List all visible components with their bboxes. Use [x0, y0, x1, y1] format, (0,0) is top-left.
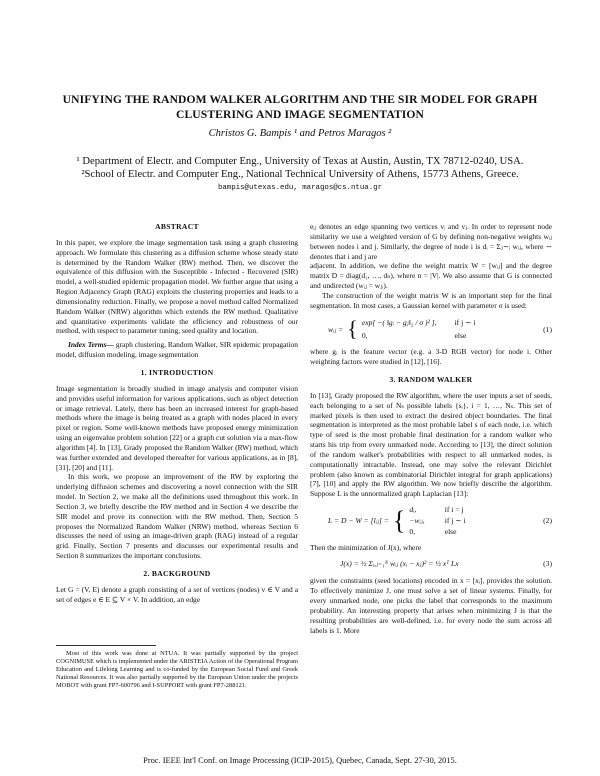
background-heading: 2. BACKGROUND: [143, 569, 211, 578]
index-terms: [56, 340, 298, 360]
equation-3-body: J(x) = ½ Σᵢ,ⱼ₌₁ᴺ wᵢⱼ (xᵢ − xⱼ)² = ½ xᵀ Lx: [340, 559, 459, 569]
equation-1-body: [310, 318, 475, 342]
equation-2: [310, 505, 552, 537]
equation-1-lhs: wᵢⱼ =: [328, 324, 344, 334]
right-paragraph-6: Then the minimization of J(x), where: [310, 542, 422, 552]
equation-2-number: (2): [543, 515, 552, 525]
index-terms-label: Index Terms—: [68, 340, 114, 350]
equation-2-brace: {: [392, 505, 406, 535]
equation-1-number: (1): [543, 324, 552, 334]
equation-2-case-3-cond: else: [444, 526, 457, 536]
title-line-1: UNIFYING THE RANDOM WALKER ALGORITHM AND THE SIR MODEL FOR GRAPH: [62, 93, 538, 106]
authors: Christos G. Bampis ¹ and Petros Maragos ²: [208, 128, 392, 139]
conference-footer: Proc. IEEE Int'l Conf. on Image Processing (ICIP-2015), Quebec, Canada, Sept. 27-30, 2015.: [143, 756, 457, 765]
equation-3: [310, 559, 552, 569]
right-paragraph-5: In [13], Grady proposed the RW algorithm, where the user inputs a set of seeds, each belonging to a set of Nₛ possible labels {sᵢ}, i = 1, …, Nₛ. This set of marked pixels is then used to extract the desired object boundaries. The final segmentation is interpreted as the most probable label s of each node, i.e. which type of seed is the most probable final destination for a random walker who starts his trip from every unmarked node. According to [13], the direct solution of the random walker's probabilities with respect to all unmarked nodes, is computationally intractable. Instead, one may solve the relevant Dirichlet problem (also known as combinatorial Dirichlet integral for graph applications) [7], [10] and apply the RW algorithm. We now briefly describe the algorithm. Suppose L is the unnormalized graph Laplacian [13]:: [310, 390, 552, 499]
affiliations: [40, 155, 560, 181]
emails: bampis@utexas.edu, maragos@cs.ntua.gr: [217, 184, 383, 192]
right-paragraph-2: adjacent. In addition, we define the weight matrix W = [wᵢⱼ] and the degree matrix D = diag(d₁, …, dₙ), where n = |V|. We also assume that G is connected and undirected (wᵢⱼ = wⱼᵢ).: [310, 261, 552, 291]
right-paragraph-1: eᵢⱼ denotes an edge spanning two vertices vᵢ and vⱼ. In order to represent node similarity we use a weighted version of G by defining non-negative weights wᵢⱼ between nodes i and j. Similarly, the degree of node i is dᵢ = Σⱼ∼ᵢ wᵢⱼ, where ∼ denotes that i and j are: [310, 222, 552, 261]
background-paragraph-1: Let G = (V, E) denote a graph consisting of a set of vertices (nodes) v ∈ V and a set of edges e ∈ E ⊆ V × V. In addition, an edge: [56, 584, 298, 604]
left-column: [56, 222, 298, 605]
footnote: Most of this work was done at NTUA. It was partially supported by the project COGNIMUSE which is implemented under the ARISTEIA Action of the Operational Program Education and Lifelong Learning and is co-funded by the European Social Fund and Greek National Resources. It was also partially supported by the European Union under the projects MOBOT with grant FP7-600796 and I-SUPPORT with grant FP7-288121.: [56, 650, 298, 690]
random-walker-heading: 3. RANDOM WALKER: [389, 374, 473, 384]
equation-1-brace: {: [347, 316, 358, 342]
equation-2-case-3: 0,: [409, 526, 416, 536]
equation-1-case-1: exp[ −( ‖gᵢ − gⱼ‖₂ / σ )² ],: [361, 317, 437, 327]
affiliation-1: ¹ Department of Electr. and Computer Eng., University of Texas at Austin, Austin, TX 78712-0240, USA.: [76, 156, 524, 167]
paper-title: [20, 92, 580, 122]
title-line-2: CLUSTERING AND IMAGE SEGMENTATION: [176, 108, 424, 121]
right-paragraph-4: where gᵢ is the feature vector (e.g. a 3-D RGB vector) for node i. Other weighting factors were studied in [12], [16].: [310, 347, 552, 367]
equation-1-case-2-cond: else: [454, 331, 467, 341]
equation-1: [310, 318, 552, 342]
equation-2-lhs: L = D − W = [lᵢⱼ] =: [328, 515, 389, 525]
equation-1-cases: [362, 318, 476, 342]
right-column: [310, 222, 552, 635]
equation-3-number: (3): [543, 559, 552, 569]
affiliation-2: ²School of Electr. and Computer Eng., National Technical University of Athens, 15773 Athens, Greece.: [81, 169, 519, 180]
index-terms-text: graph clustering, Random Walker, SIR epidemic propagation model, diffusion modeling, image segmentation: [56, 340, 298, 360]
right-paragraph-7: given the constraints (seed locations) encoded in x = [xᵢ], provides the solution. To effectively minimize J, one must solve a set of linear systems. Finally, for every unmarked node, one picks the label that corresponds to the maximum probability. An interesting property that arises when minimizing J is that the resulting probabilities are well-defined, i.e. for every node the sum across all labels is 1. More: [310, 576, 552, 635]
equation-2-case-2: −wᵢⱼ,: [409, 515, 425, 525]
equation-2-case-2-cond: if j ∼ i: [444, 515, 466, 525]
intro-paragraph-1: Image segmentation is broadly studied in image analysis and computer vision and provides useful information for various applications, such as object detection or image retrieval. Lately, there has been an increased interest for graph-based methods where the image is being treated as a graph with nodes placed in every pixel or region. Some well-known methods have proposed energy minimization using an eigenvalue problem solution [22] or a graph cut solution via a max-flow algorithm [4]. In [13], Grady proposed the Random Walker (RW) method, which was further extended and developed thereafter for various applications, as in [8], [31], [20] and [11].: [56, 383, 298, 472]
footnote-rule: [56, 645, 156, 646]
equation-2-body: [310, 505, 466, 537]
right-paragraph-3: The construction of the weight matrix W is an important step for the final segmentation. In most cases, a Gaussian kernel with parameter σ is used:: [310, 290, 552, 310]
equation-1-case-2: 0,: [361, 331, 368, 341]
equation-2-case-1: dᵢ,: [409, 505, 417, 515]
intro-heading: 1. INTRODUCTION: [140, 367, 214, 377]
intro-paragraph-2: In this work, we propose an improvement of the RW by exploring the underlying diffusion schemes and discovering a novel connection with the SIR model. In Section 2, we make all the definitions used throughout this work. In Section 3, we briefly describe the RW method and in Section 4 we describe the SIR model and prove its connection with the RW method. Then, Section 5 proposes the Normalized Random Walker (NRW) method, whereas Section 6 discusses the need of using an image-driven graph (RAG) instead of a regular grid. Finally, Section 7 presents and discusses our experimental results and Section 8 summarizes the important conclusions.: [56, 472, 298, 561]
equation-2-cases: [409, 505, 465, 537]
equation-1-case-1-cond: if j ∼ i: [454, 317, 476, 327]
equation-2-case-1-cond: if i = j: [444, 505, 464, 515]
abstract-text: In this paper, we explore the image segmentation task using a graph clustering approach. We formulate this clustering as a diffusion scheme whose steady state is determined by the Random Walker (RW) method. Then, we discover the equivalence of this diffusion with the Susceptible - Infected - Recovered (SIR) model, a well-studied epidemic propagation model. We further argue that using a Region Adjacency Graph (RAG) exploits the clustering properties and leads to a dimensionality reduction. Finally, we propose a novel method called Normalized Random Walker (NRW) algorithm which extends the RW method. Qualitative and quantitative experiments validate the efficiency and robustness of our method, with respect to parameter tuning, seed quality and location.: [56, 237, 298, 336]
abstract-heading: ABSTRACT: [155, 222, 199, 231]
